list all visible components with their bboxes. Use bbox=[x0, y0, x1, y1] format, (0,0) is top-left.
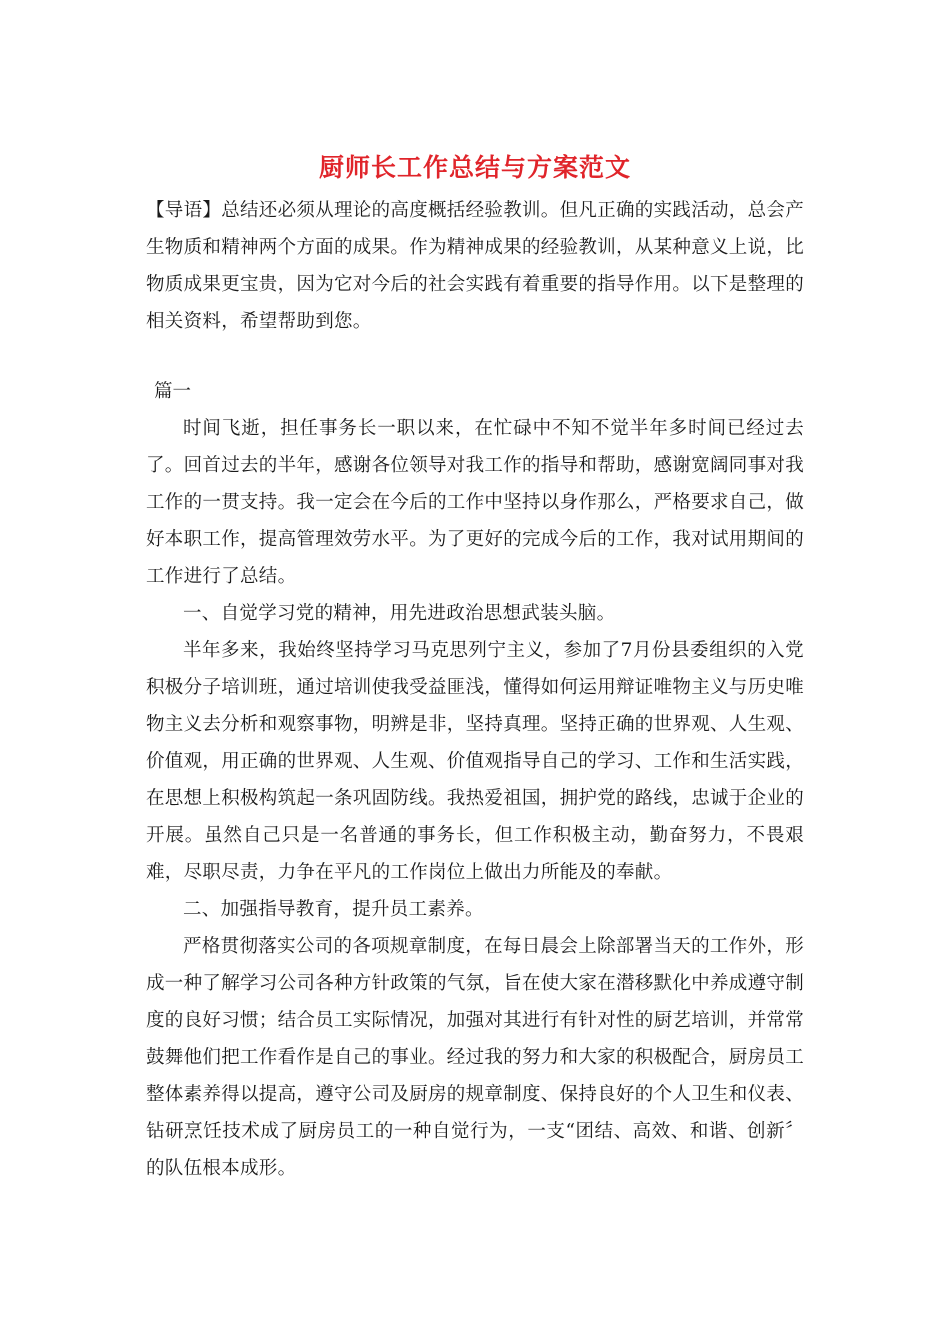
body-paragraph: 半年多来，我始终坚持学习马克思列宁主义，参加了7月份县委组织的入党积极分子培训班，通过培训使我受益匪浅，懂得如何运用辩证唯物主义与历史唯物主义去分析和观察事物，明辨是非，坚持真理。坚持正确的世界观、人生观、价值观，用正确的世界观、人生观、价值观指导自己的学习、工作和生活实践，在思想上积极构筑起一条巩固防线。我热爱祖国，拥护党的路线，忠诚于企业的开展。虽然自己只是一名普通的事务长，但工作积极主动，勤奋努力，不畏艰难，尽职尽责，力争在平凡的工作岗位上做出力所能及的奉献。 bbox=[146, 640, 805, 883]
document-title: 厨师长工作总结与方案范文 bbox=[318, 153, 631, 182]
body-paragraph: 严格贯彻落实公司的各项规章制度，在每日晨会上除部署当天的工作外，形成一种了解学习公司各种方针政策的气氛，旨在使大家在潜移默化中养成遵守制度的良好习惯；结合员工实际情况，加强对其进行有针对性的厨艺培训，并常常鼓舞他们把工作看作是自己的事业。经过我的努力和大家的积极配合，厨房员工整体素养得以提高，遵守公司及厨房的规章制度、保持良好的个人卫生和仪表、钻研烹饪技术成了厨房员工的一种自觉行为，一支“团结、高效、和谐、创新〞的队伍根本成形。 bbox=[146, 936, 805, 1179]
intro-paragraph: 【导语】总结还必须从理论的高度概括经验教训。但凡正确的实践活动，总会产生物质和精神两个方面的成果。作为精神成果的经验教训，从某种意义上说，比物质成果更宝贵，因为它对今后的社会实践有着重要的指导作用。以下是整理的相关资料，希望帮助到您。 bbox=[146, 200, 805, 332]
section-label: 篇一 bbox=[154, 381, 192, 402]
article-body bbox=[146, 410, 804, 1187]
section-heading-1: 一、自觉学习党的精神，用先进政治思想武装头脑。 bbox=[183, 603, 616, 624]
body-paragraph: 时间飞逝，担任事务长一职以来，在忙碌中不知不觉半年多时间已经过去了。回首过去的半年，感谢各位领导对我工作的指导和帮助，感谢宽阔同事对我工作的一贯支持。我一定会在今后的工作中坚持以身作那么，严格要求自己，做好本职工作，提高管理效劳水平。为了更好的完成今后的工作，我对试用期间的工作进行了总结。 bbox=[146, 418, 805, 587]
section-heading-2: 二、加强指导教育，提升员工素养。 bbox=[183, 899, 484, 920]
